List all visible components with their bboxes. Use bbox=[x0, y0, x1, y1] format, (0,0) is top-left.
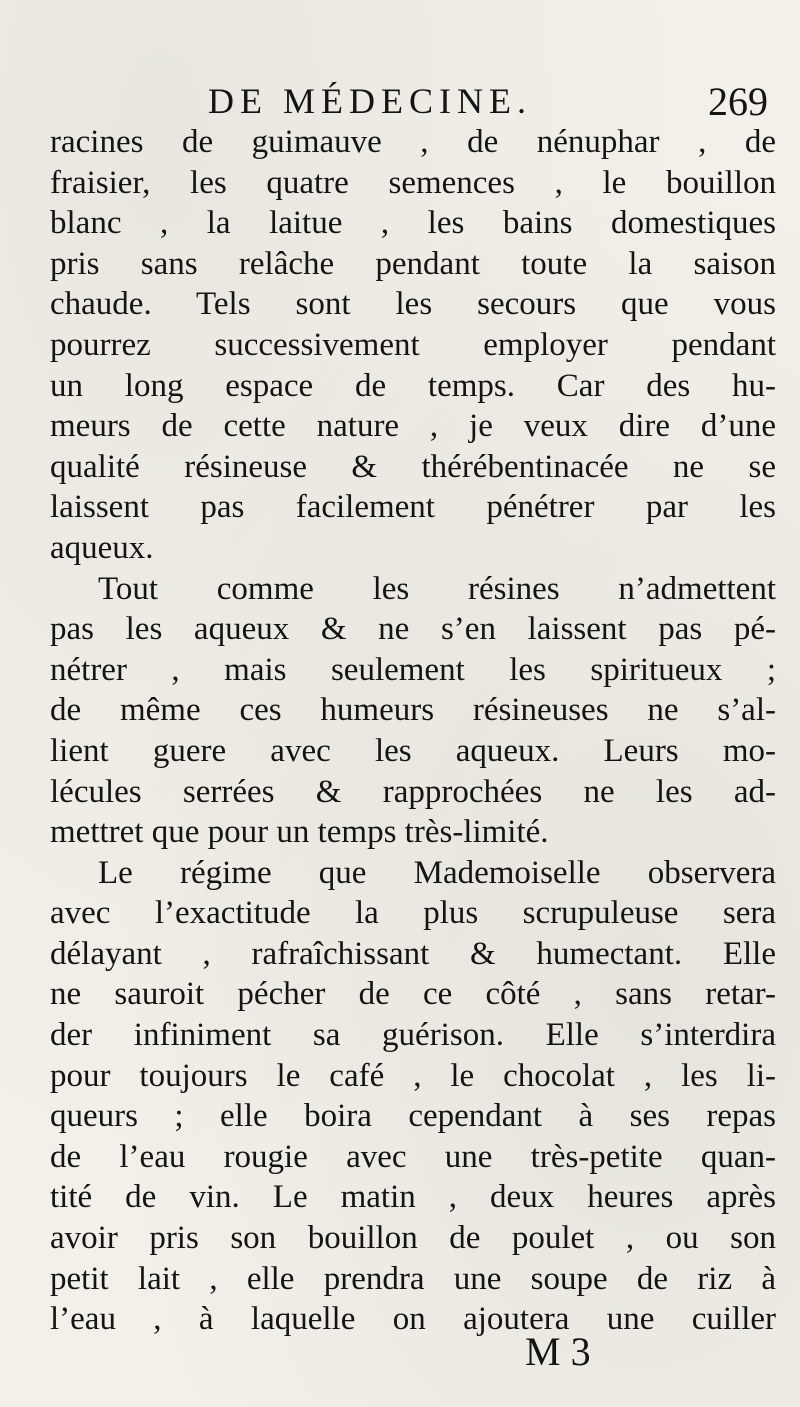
text-line: pris sans relâche pendant toute la saison bbox=[50, 245, 776, 282]
text-line: chaude. Tels sont les secours que vous bbox=[50, 286, 776, 323]
text-line: der infiniment sa guérison. Elle s’interdira bbox=[50, 1017, 776, 1054]
text-line: mettret que pour un temps très-limité. bbox=[50, 814, 549, 851]
text-line: ne sauroit pécher de ce côté , sans retar- bbox=[50, 976, 776, 1013]
text-line: fraisier, les quatre semences , le bouillon bbox=[50, 164, 776, 201]
text-line: meurs de cette nature , je veux dire d’une bbox=[50, 408, 776, 445]
text-line: racines de guimauve , de nénuphar , de bbox=[50, 124, 776, 160]
text-line: délayant , rafraîchissant & humectant. Elle bbox=[50, 935, 776, 972]
text-line: pourrez successivement employer pendant bbox=[50, 326, 776, 363]
text-line: blanc , la laitue , les bains domestiques bbox=[50, 205, 776, 242]
text-line: l’eau , à laquelle on ajoutera une cuiller bbox=[50, 1301, 776, 1338]
text-line: de l’eau rougie avec une très-petite quan- bbox=[50, 1138, 776, 1175]
text-line: lient guere avec les aqueux. Leurs mo- bbox=[50, 732, 776, 769]
body-text bbox=[50, 122, 776, 1340]
text-line: un long espace de temps. Car des hu- bbox=[50, 367, 776, 404]
text-line: de même ces humeurs résineuses ne s’al- bbox=[50, 692, 776, 729]
text-line: petit lait , elle prendra une soupe de riz à bbox=[50, 1260, 776, 1297]
page-number: 269 bbox=[708, 79, 768, 124]
text-line: avec l’exactitude la plus scrupuleuse sera bbox=[50, 895, 776, 932]
text-line: qualité résineuse & thérébentinacée ne se bbox=[50, 448, 776, 485]
text-line: pour toujours le café , le chocolat , les li- bbox=[50, 1057, 776, 1094]
running-title: DE MÉDECINE. bbox=[208, 81, 532, 121]
paragraph-start-line: Tout comme les résines n’admettent bbox=[98, 570, 776, 607]
paragraph-start-line: Le régime que Mademoiselle observera bbox=[98, 854, 776, 891]
text-line: queurs ; elle boira cependant à ses repas bbox=[50, 1098, 776, 1135]
signature-mark: M 3 bbox=[525, 1329, 591, 1374]
text-line: nétrer , mais seulement les spiritueux ; bbox=[50, 651, 776, 688]
text-line: avoir pris son bouillon de poulet , ou son bbox=[50, 1220, 776, 1257]
text-line: pas les aqueux & ne s’en laissent pas pé- bbox=[50, 611, 776, 648]
text-line: laissent pas facilement pénétrer par les bbox=[50, 489, 776, 526]
text-line: tité de vin. Le matin , deux heures après bbox=[50, 1179, 776, 1216]
text-line: lécules serrées & rapprochées ne les ad- bbox=[50, 773, 776, 810]
text-line: aqueux. bbox=[50, 529, 154, 566]
